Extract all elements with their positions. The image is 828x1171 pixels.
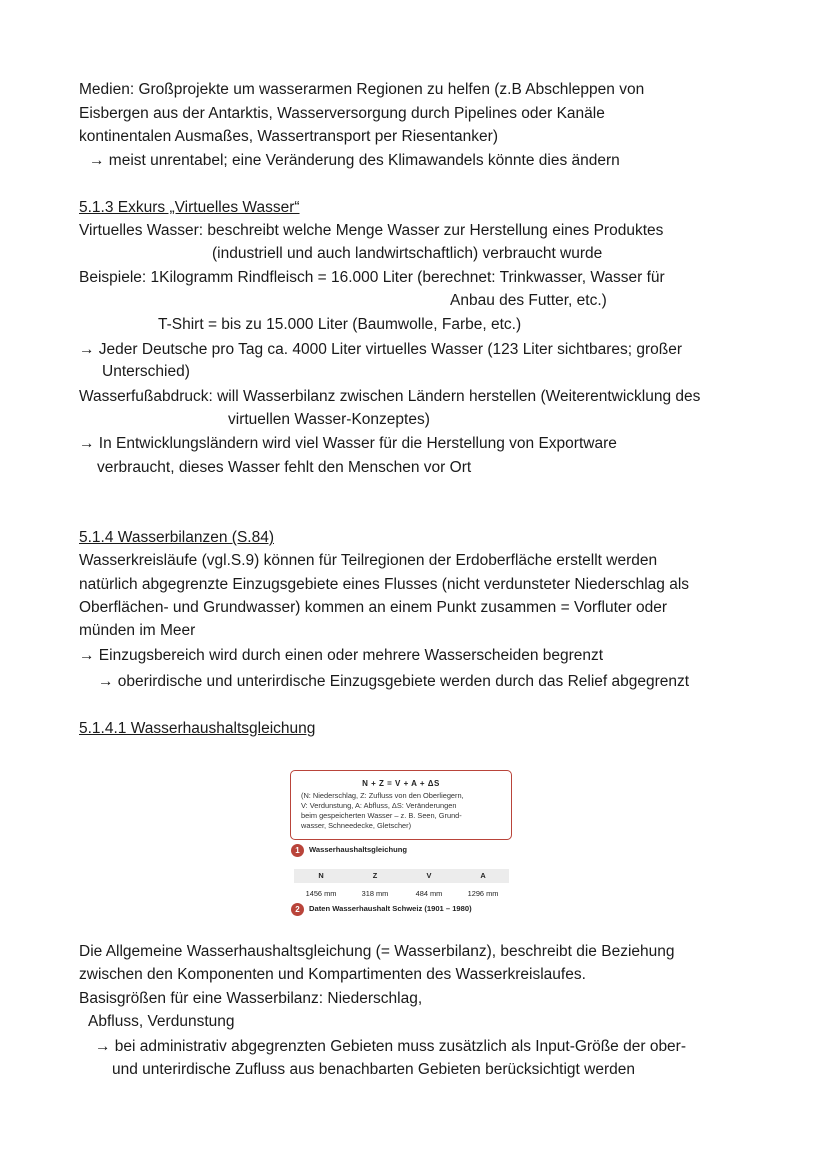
- paragraph-line: Abfluss, Verdunstung: [88, 1013, 235, 1030]
- table-cell: 484 mm: [415, 889, 443, 898]
- paragraph-line: Unterschied): [102, 363, 190, 380]
- section-heading-virtuelles-wasser: 5.1.3 Exkurs „Virtuelles Wasser“: [79, 199, 300, 216]
- paragraph-line: kontinentalen Ausmaßes, Wassertransport per Riesentanker): [79, 128, 498, 145]
- equation-formula: N + Z = V + A + ΔS: [362, 779, 440, 788]
- equation-legend-line: wasser, Schneedecke, Gletscher): [301, 821, 412, 830]
- equation-legend-line: (N: Niederschlag, Z: Zufluss von den Oberliegern,: [301, 791, 464, 800]
- table-header-cell: V: [426, 871, 432, 880]
- equation-figure: [288, 768, 514, 918]
- paragraph-line: Wasserfußabdruck: will Wasserbilanz zwischen Ländern herstellen (Weiterentwicklung des: [79, 388, 701, 405]
- arrow-note: → meist unrentabel; eine Veränderung des Klimawandels könnte dies ändern: [89, 152, 620, 169]
- table-cell: 1296 mm: [467, 889, 499, 898]
- table-header-cell: Z: [372, 871, 378, 880]
- arrow-note: → Jeder Deutsche pro Tag ca. 4000 Liter virtuelles Wasser (123 Liter sichtbares; großer: [79, 341, 683, 358]
- paragraph-line: Virtuelles Wasser: beschreibt welche Menge Wasser zur Herstellung eines Produktes: [79, 222, 664, 239]
- paragraph-line: Die Allgemeine Wasserhaushaltsgleichung (= Wasserbilanz), beschreibt die Beziehung: [79, 943, 675, 960]
- equation-legend-line: V: Verdunstung, A: Abfluss, ΔS: Veränderungen: [301, 801, 457, 810]
- paragraph-line: und unterirdische Zufluss aus benachbarten Gebieten berücksichtigt werden: [112, 1061, 636, 1078]
- paragraph-line: zwischen den Komponenten und Kompartimenten des Wasserkreislaufes.: [79, 966, 586, 983]
- paragraph-line: Basisgrößen für eine Wasserbilanz: Niederschlag,: [79, 990, 423, 1007]
- paragraph-line: T-Shirt = bis zu 15.000 Liter (Baumwolle, Farbe, etc.): [158, 316, 522, 333]
- arrow-note: → Einzugsbereich wird durch einen oder mehrere Wasserscheiden begrenzt: [79, 647, 604, 664]
- data-table-header: [294, 869, 509, 883]
- arrow-note: → bei administrativ abgegrenzten Gebieten muss zusätzlich als Input-Größe der ober-: [95, 1038, 687, 1055]
- figure-caption: Wasserhaushaltsgleichung: [309, 845, 408, 854]
- table-header-cell: N: [318, 871, 324, 880]
- arrow-note: → In Entwicklungsländern wird viel Wasser für die Herstellung von Exportware: [79, 435, 617, 452]
- figure-number-badge: 2: [291, 903, 304, 916]
- paragraph-line: (industriell und auch landwirtschaftlich) verbraucht wurde: [212, 245, 603, 262]
- data-table-row: [294, 887, 509, 901]
- figure-number-badge: 1: [291, 844, 304, 857]
- figure-caption: Daten Wasserhaushalt Schweiz (1901 – 1980): [309, 904, 472, 913]
- equation-legend-line: beim gespeicherten Wasser – z. B. Seen, Grund-: [301, 811, 462, 820]
- paragraph-line: Medien: Großprojekte um wasserarmen Regionen zu helfen (z.B Abschleppen von: [79, 81, 645, 98]
- paragraph-line: münden im Meer: [79, 622, 196, 639]
- paragraph-line: Oberflächen- und Grundwasser) kommen an einem Punkt zusammen = Vorfluter oder: [79, 599, 667, 616]
- paragraph-line: Beispiele: 1Kilogramm Rindfleisch = 16.000 Liter (berechnet: Trinkwasser, Wasser für: [79, 269, 665, 286]
- paragraph-line: natürlich abgegrenzte Einzugsgebiete eines Flusses (nicht verdunsteter Niederschlag als: [79, 576, 690, 593]
- section-heading-wasserhaushaltsgleichung: 5.1.4.1 Wasserhaushaltsgleichung: [79, 720, 316, 737]
- table-cell: 318 mm: [361, 889, 389, 898]
- arrow-note: → oberirdische und unterirdische Einzugsgebiete werden durch das Relief abgegrenzt: [98, 673, 690, 690]
- table-header-cell: A: [480, 871, 486, 880]
- section-heading-wasserbilanzen: 5.1.4 Wasserbilanzen (S.84): [79, 529, 274, 546]
- equation-box: [290, 770, 512, 840]
- table-cell: 1456 mm: [305, 889, 337, 898]
- paragraph-line: Wasserkreisläufe (vgl.S.9) können für Teilregionen der Erdoberfläche erstellt werden: [79, 552, 658, 569]
- paragraph-line: Eisbergen aus der Antarktis, Wasserversorgung durch Pipelines oder Kanäle: [79, 105, 605, 122]
- paragraph-line: virtuellen Wasser-Konzeptes): [228, 411, 430, 428]
- paragraph-line: verbraucht, dieses Wasser fehlt den Menschen vor Ort: [97, 459, 472, 476]
- paragraph-line: Anbau des Futter, etc.): [450, 292, 607, 309]
